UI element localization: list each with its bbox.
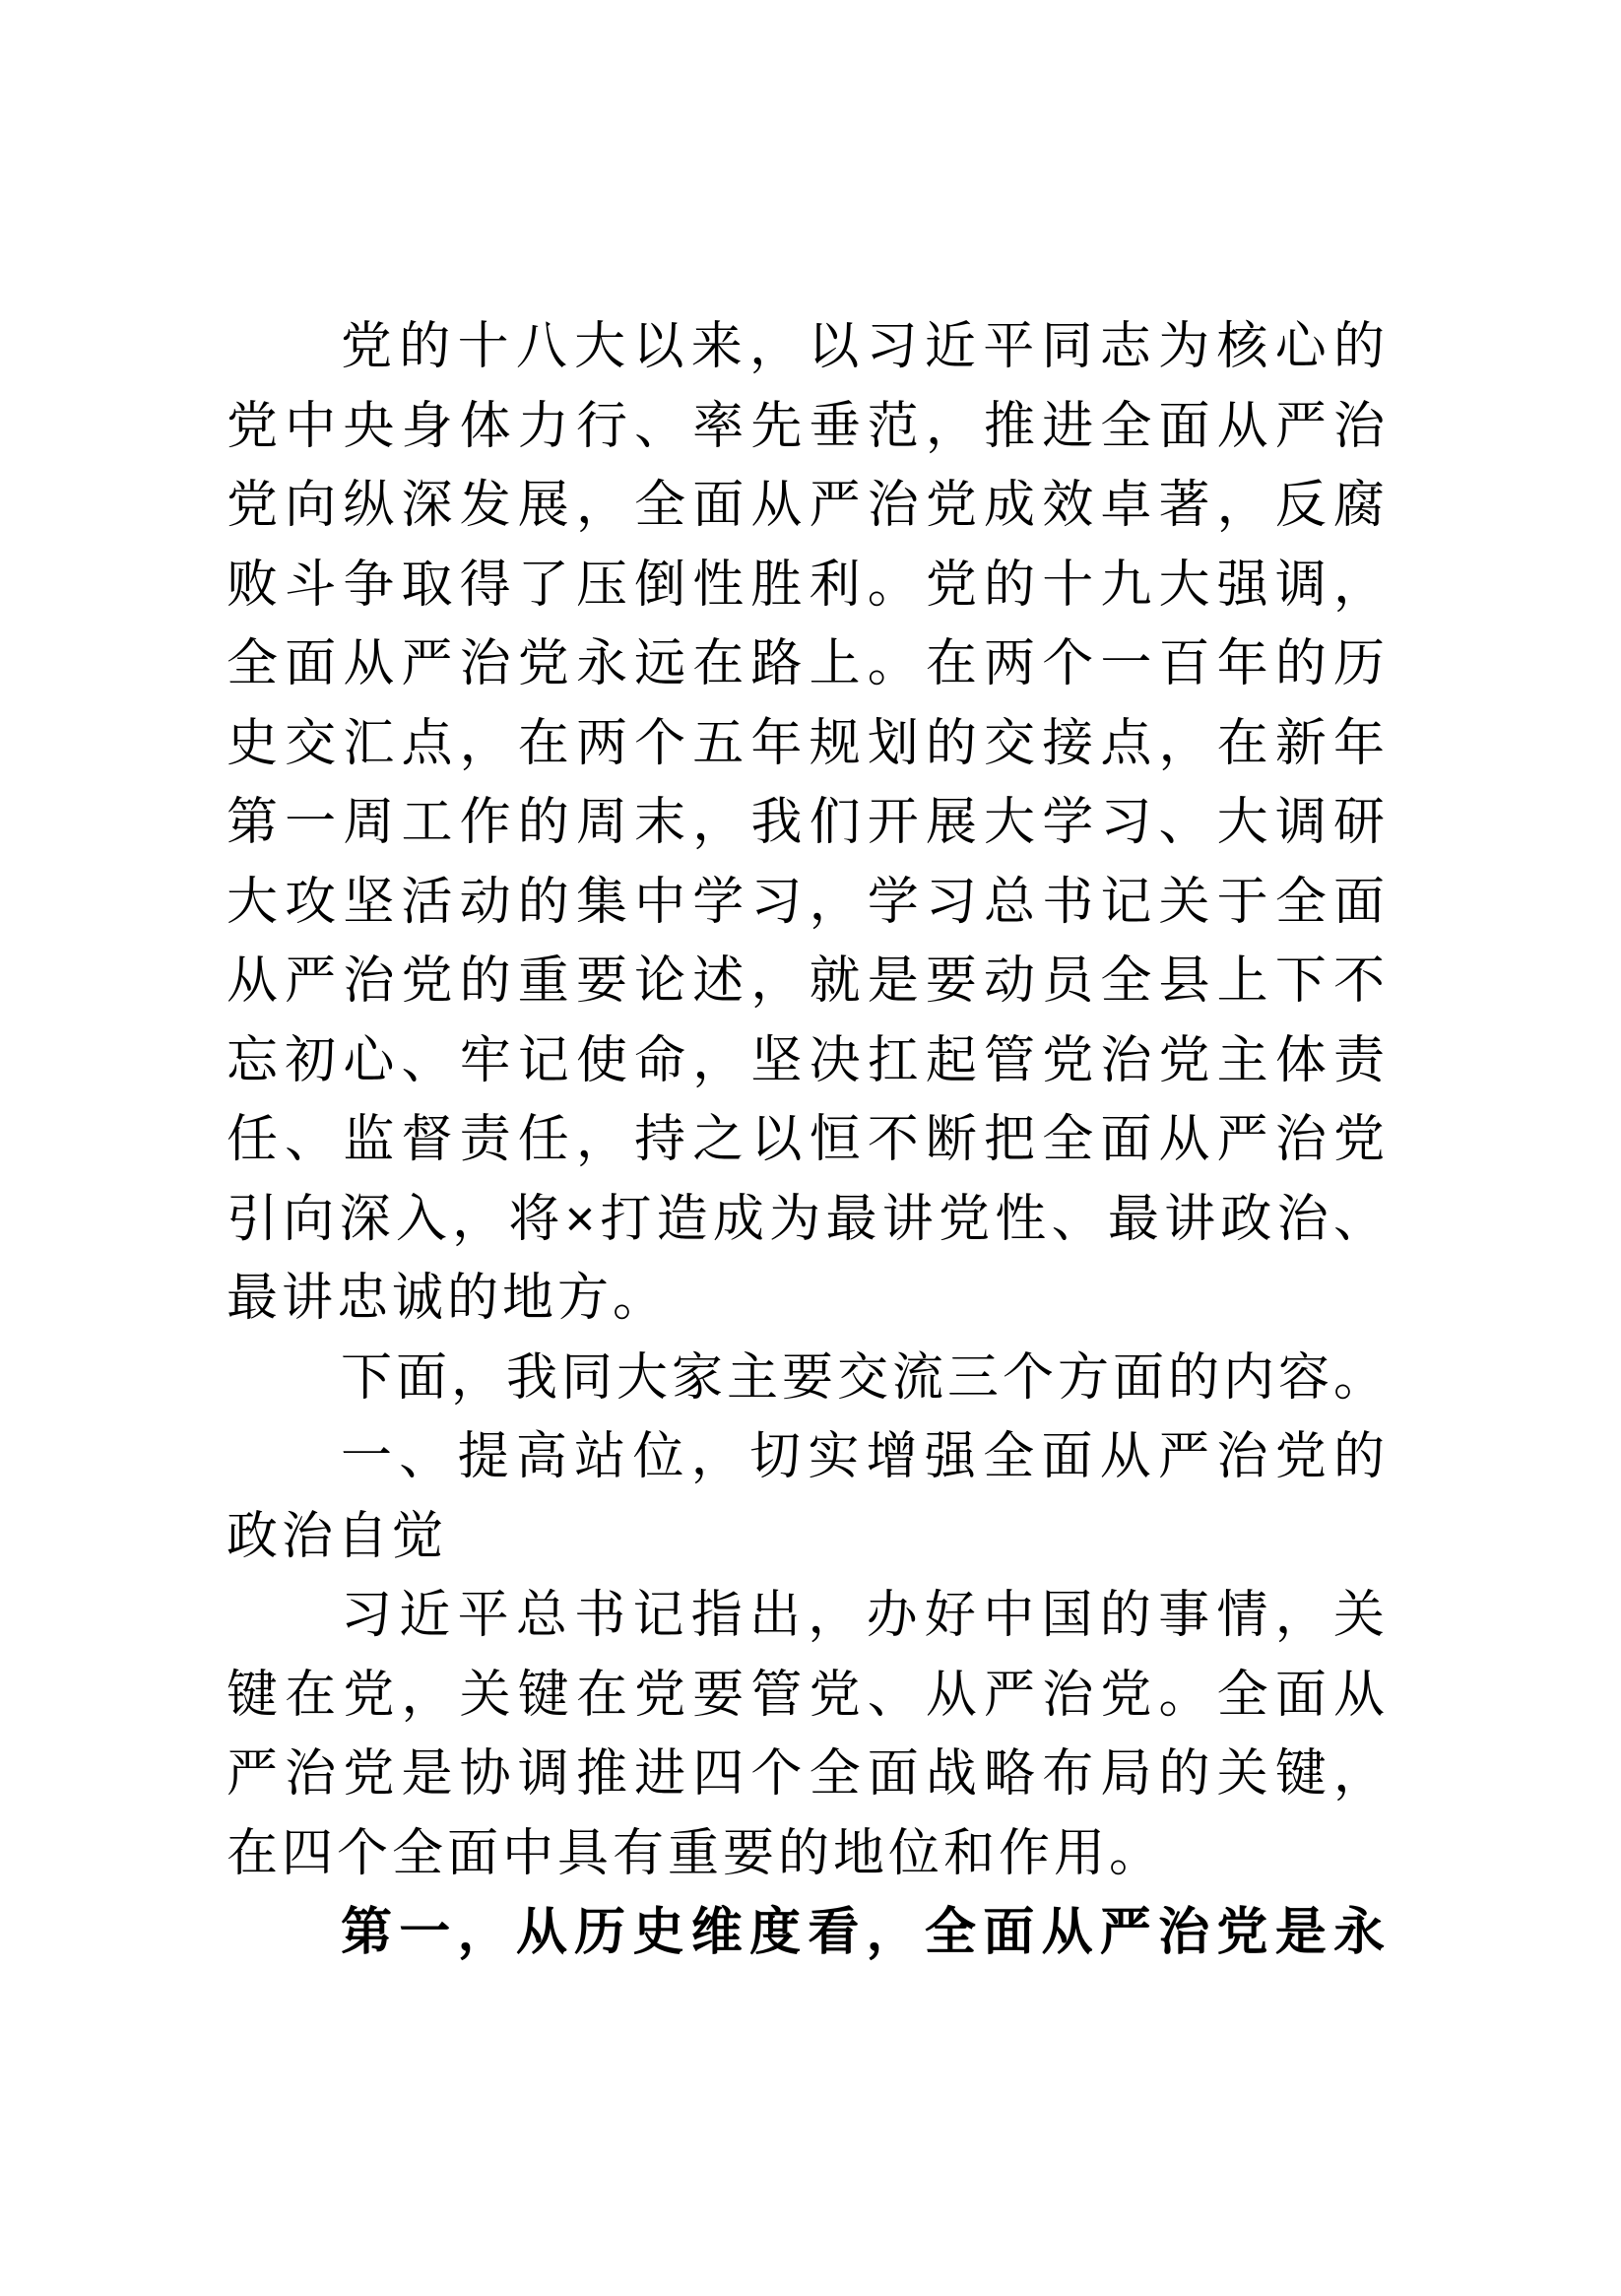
text-line: 从严治党的重要论述，就是要动员全县上下不 <box>227 952 1389 1010</box>
text-line: 键在党，关键在党要管党、从严治党。全面从 <box>227 1666 1389 1724</box>
text-line: 习近平总书记指出，办好中国的事情，关 <box>341 1587 1389 1644</box>
text-line: 党中央身体力行、率先垂范，推进全面从严治 <box>227 397 1389 455</box>
text-line: 党向纵深发展，全面从严治党成效卓著，反腐 <box>227 477 1389 534</box>
text-line: 下面，我同大家主要交流三个方面的内容。 <box>341 1348 1390 1407</box>
text-line: 党的十八大以来，以习近平同志为核心的 <box>341 318 1389 375</box>
text-line: 在四个全面中具有重要的地位和作用。 <box>227 1824 1165 1882</box>
text-line: 败斗争取得了压倒性胜利。党的十九大强调， <box>227 556 1389 614</box>
text-line: 引向深入，将×打造成为最讲党性、最讲政治、 <box>227 1190 1389 1248</box>
text-line: 政治自觉 <box>227 1507 448 1565</box>
text-line: 大攻坚活动的集中学习，学习总书记关于全面 <box>227 873 1389 931</box>
text-line: 一、提高站位，切实增强全面从严治党的 <box>341 1428 1389 1485</box>
text-line: 忘初心、牢记使命，坚决扛起管党治党主体责 <box>227 1031 1389 1089</box>
text-line: 第一，从历史维度看，全面从严治党是永 <box>341 1904 1389 1961</box>
text-line: 最讲忠诚的地方。 <box>227 1270 669 1327</box>
text-line: 任、监督责任，持之以恒不断把全面从严治党 <box>227 1111 1389 1168</box>
text-line: 严治党是协调推进四个全面战略布局的关键， <box>227 1745 1389 1803</box>
text-line: 第一周工作的周末，我们开展大学习、大调研 <box>227 794 1389 851</box>
text-line: 全面从严治党永远在路上。在两个一百年的历 <box>227 635 1389 692</box>
text-line: 史交汇点，在两个五年规划的交接点，在新年 <box>227 714 1389 772</box>
document-body-text <box>227 307 1389 1973</box>
